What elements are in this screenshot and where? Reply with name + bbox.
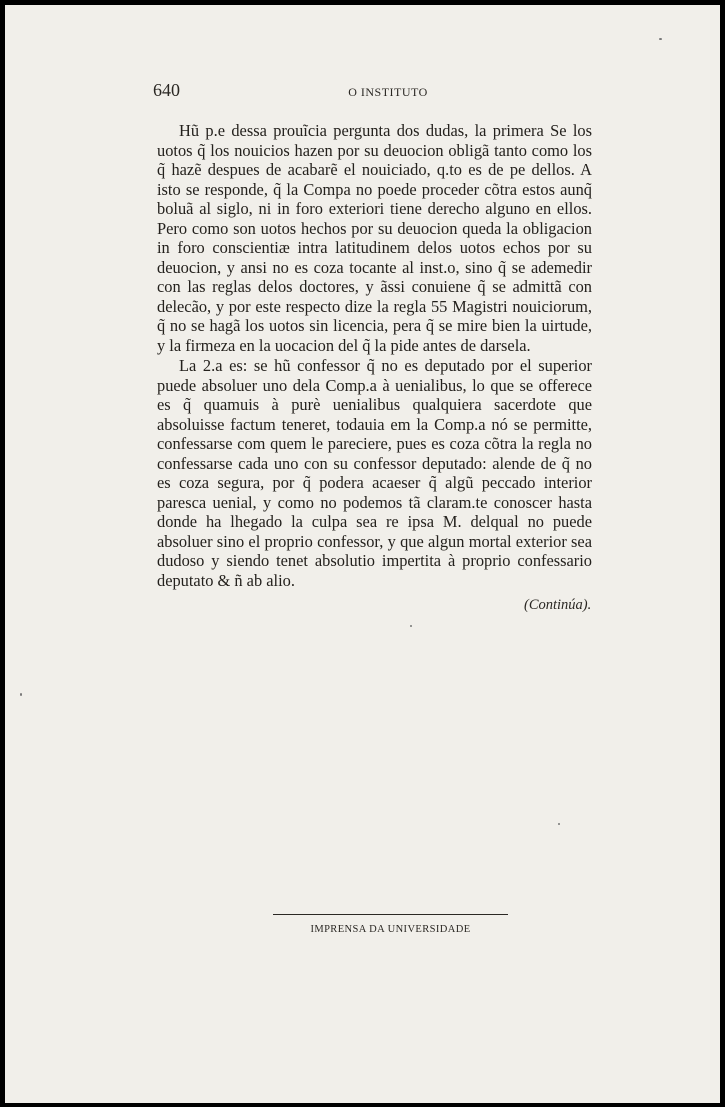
- paper-speck: [20, 693, 22, 696]
- body-text: [157, 121, 592, 590]
- paper-speck: [558, 823, 560, 825]
- paper-speck: [659, 38, 662, 40]
- paragraph-2: La 2.a es: se hũ confessor q̃ no es deputado por el superior puede absoluer uno dela Comp.a à uenialibus, lo que se offerece es q̃ quamuis à purè uenialibus qualquiera sacerdote que absoluisse factum teneret, todauia em la Comp.a nó se permitte, confessarse com quem le pareciere, pues es coza cõtra la regla no confessarse cada uno con su confessor deputado: alende de q̃ no es coza segura, por q̃ podera acaeser q̃ algũ peccado interior paresca uenial, y como no podemos tã claram.te conoscer hasta donde ha lhegado la culpa sea re ipsa M. delqual no puede absoluer sino el proprio confessor, y que algun mortal exterior sea dudoso y siendo tenet absolutio impertita à proprio confessario deputato & ñ ab alio.: [157, 356, 592, 590]
- page-header: [153, 80, 583, 102]
- running-title: O INSTITUTO: [348, 85, 428, 99]
- page-number: 640: [153, 80, 180, 100]
- imprint-line: IMPRENSA DA UNIVERSIDADE: [310, 924, 471, 935]
- book-page: [5, 5, 720, 1103]
- continuation-note: (Continúa).: [524, 597, 592, 613]
- paper-speck: [410, 625, 412, 627]
- paragraph-1: Hũ p.e dessa prouĩcia pergunta dos dudas, la primera Se los uotos q̃ los nouicios hazen por su deuocion obligã tanto como los q̃ hazẽ despues de acabarẽ el nouiciado, q.to es de pe dellos. A isto se responde, q̃ la Compa no poede proceder cõtra estos aunq̃ boluã al siglo, ni in foro exteriori tiene derecho alguno en ellos. Pero como son uotos hechos por su deuocion queda la obligacion in foro conscientiæ intra latitudinem delos uotos echos por su deuocion, y ansi no es coza tocante al inst.o, sino q̃ se ademedir con las reglas delos doctores, y ãssi conuiene q̃ se admittã con delecão, y por este respecto dize la regla 55 Magistri nouiciorum, q̃ no se hagã los uotos sin licencia, pera q̃ se mire bien la uirtude, y la firmeza en la uocacion del q̃ la pide antes de darsela.: [157, 121, 592, 355]
- footer-rule: [273, 914, 508, 915]
